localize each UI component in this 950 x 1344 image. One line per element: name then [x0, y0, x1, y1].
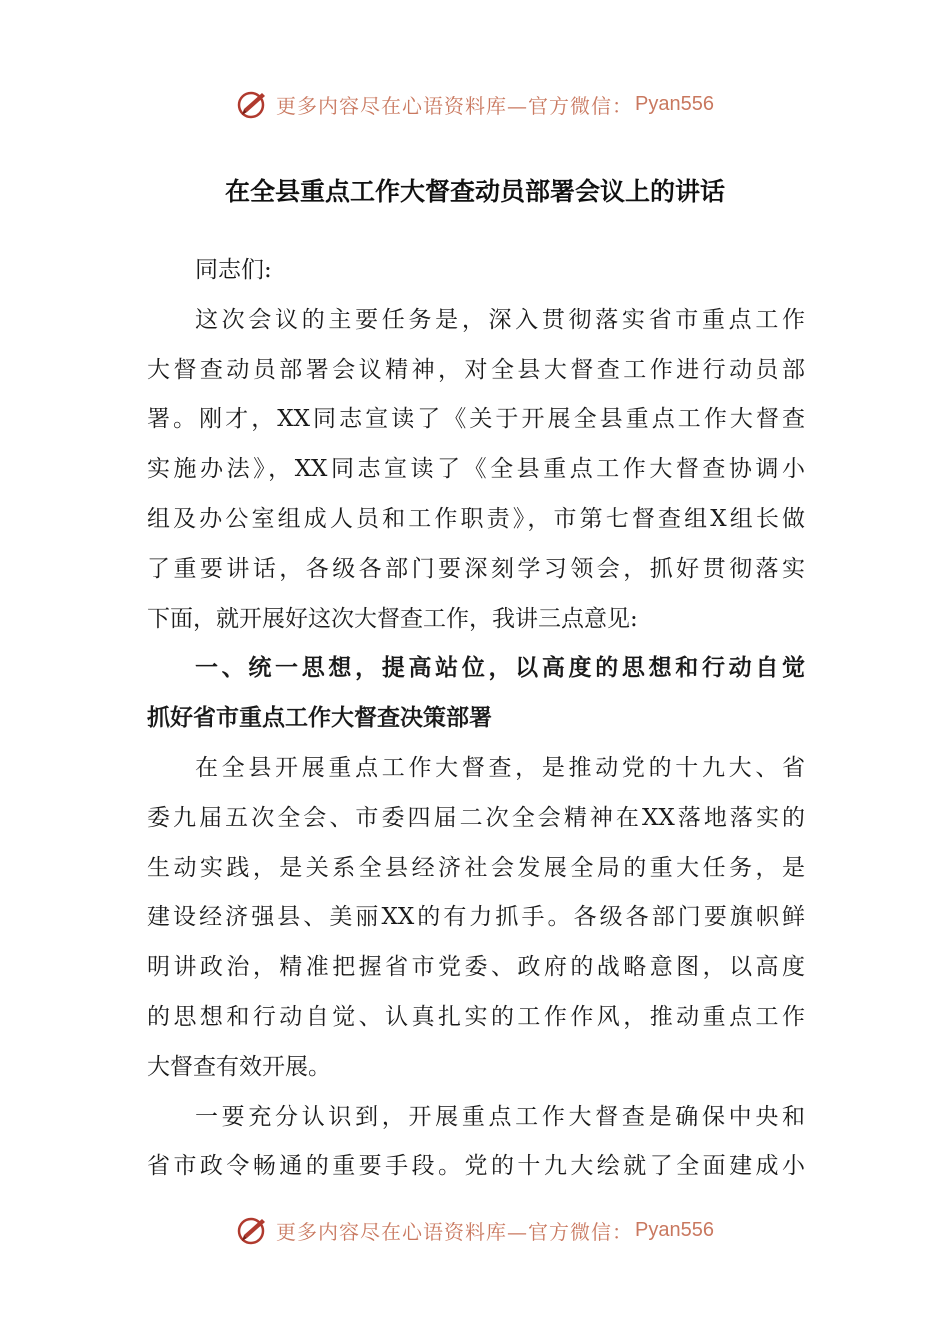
body-text-line: 大督查动员部署会议精神，对全县大督查工作进行动员部 [147, 356, 805, 383]
body-text-line: 的思想和行动自觉、认真扎实的工作作风，推动重点工作 [147, 1003, 805, 1030]
body-text-line: 了重要讲话，各级各部门要深刻学习领会，抓好贯彻落实 [147, 555, 805, 582]
body-text-line: 实施办法》，XX同志宣读了《全县重点工作大督查协调小 [147, 456, 805, 483]
footer-banner [0, 1208, 950, 1252]
document-body [147, 246, 805, 1192]
section-heading-line: 抓好省市重点工作大督查决策部署 [147, 705, 492, 732]
section-heading-line: 一、统一思想，提高站位，以高度的思想和行动自觉 [195, 655, 805, 682]
body-text-line: 省市政令畅通的重要手段。党的十九大绘就了全面建成小 [147, 1153, 805, 1180]
body-text-line: 这次会议的主要任务是，深入贯彻落实省市重点工作 [195, 306, 805, 333]
body-text-line: 明讲政治，精准把握省市党委、政府的战略意图，以高度 [147, 954, 805, 981]
body-text-line: 组及办公室组成人员和工作职责》，市第七督查组X组长做 [147, 505, 805, 532]
pen-logo-icon [236, 1213, 270, 1247]
body-text-line: 署。刚才，XX同志宣读了《关于开展全县重点工作大督查 [147, 406, 805, 433]
body-text-line: 下面，就开展好这次大督查工作，我讲三点意见: [147, 605, 638, 632]
body-text-line: 在全县开展重点工作大督查，是推动党的十九大、省 [195, 754, 805, 781]
banner-wechat-id: Pyan556 [635, 1218, 714, 1241]
body-text-line: 一要充分认识到，开展重点工作大督查是确保中央和 [195, 1103, 805, 1130]
header-banner [0, 82, 950, 126]
document-title: 在全县重点工作大督查动员部署会议上的讲话 [224, 177, 725, 206]
body-text-line: 大督查有效开展。 [147, 1053, 331, 1080]
body-text-line: 委九届五次全会、市委四届二次全会精神在XX落地落实的 [147, 804, 805, 831]
body-text-line: 建设经济强县、美丽XX的有力抓手。各级各部门要旗帜鲜 [147, 904, 805, 931]
banner-text: 更多内容尽在心语资料库—官方微信： [276, 93, 634, 118]
body-text-line: 生动实践，是关系全县经济社会发展全局的重大任务，是 [147, 854, 805, 881]
pen-logo-icon [236, 87, 270, 121]
body-text-line: 同志们: [195, 257, 272, 283]
banner-text: 更多内容尽在心语资料库—官方微信： [276, 1219, 634, 1244]
banner-wechat-id: Pyan556 [635, 92, 714, 115]
